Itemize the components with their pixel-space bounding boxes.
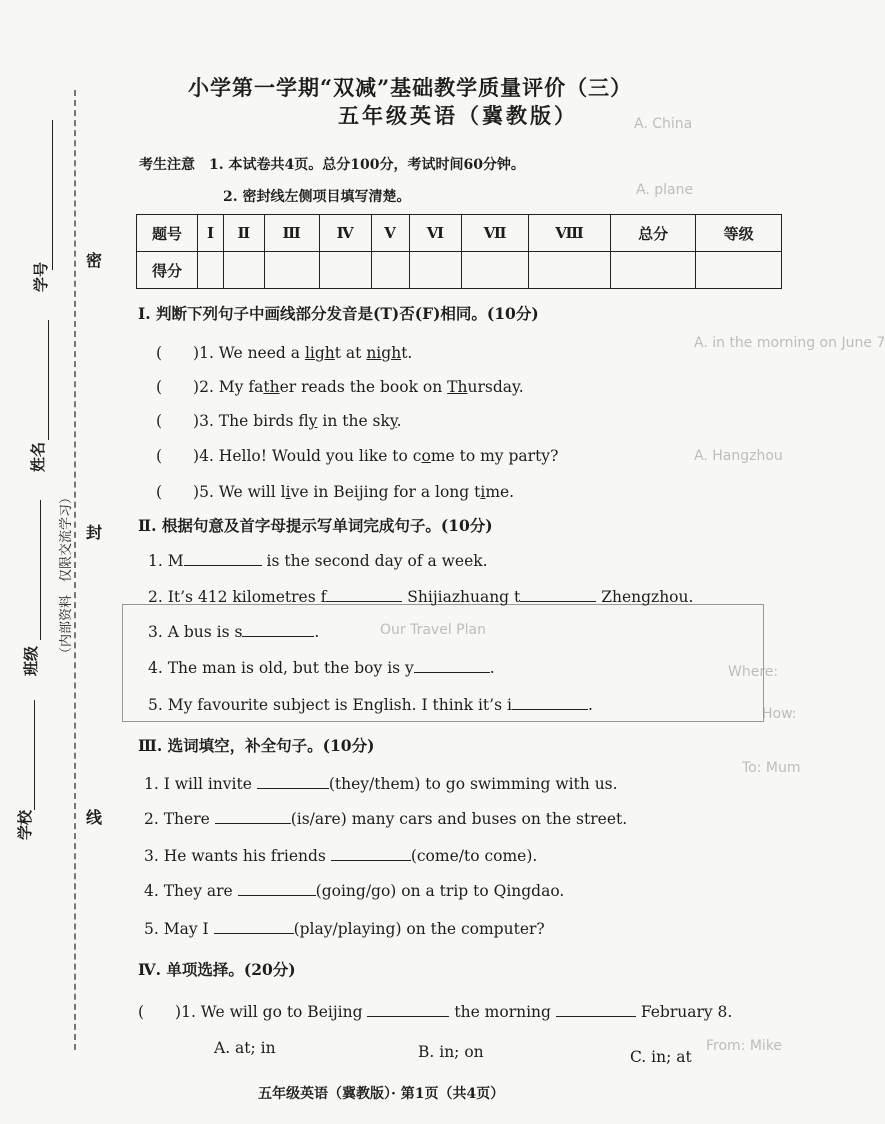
s1-item-4: ( )4. Hello! Would you like to come to my party? [156, 447, 559, 465]
page-title: 小学第一学期“双减”基础教学质量评价（三） [188, 75, 633, 100]
ghost-8: To: Mum [742, 760, 801, 776]
score-input-cell[interactable] [264, 252, 319, 289]
score-cell: Ⅲ [264, 215, 319, 252]
class-label: 班级 [22, 645, 40, 676]
seal-mi: 密 [86, 251, 103, 270]
score-input-cell[interactable] [610, 252, 696, 289]
s3-item-5: 5. May I (play/playing) on the computer? [144, 920, 545, 938]
answer-blank[interactable] [331, 846, 411, 861]
score-row-header [137, 215, 782, 252]
score-input-cell[interactable] [224, 252, 265, 289]
s2-item-5: 5. My favourite subject is English. I think it’s i . [148, 696, 593, 714]
s2-item-3: 3. A bus is s . [148, 623, 320, 641]
score-input-cell[interactable] [696, 252, 782, 289]
notice-2: 2. 密封线左侧项目填写清楚。 [223, 189, 411, 205]
ghost-4: A. Hangzhou [694, 448, 783, 464]
score-cell: Ⅴ [371, 215, 409, 252]
notice-text-1: 1. 本试卷共4页。总分100分，考试时间60分钟。 [209, 157, 525, 173]
answer-blank[interactable] [238, 881, 316, 896]
score-input-cell[interactable] [319, 252, 371, 289]
ghost-2: A. plane [636, 182, 694, 198]
score-cell: Ⅱ [224, 215, 265, 252]
ghost-7: How: [762, 706, 797, 722]
answer-blank[interactable] [215, 809, 291, 824]
name-label: 姓名 [29, 441, 47, 472]
seal-dash-line [74, 90, 76, 1050]
score-row-score [137, 252, 782, 289]
school-label: 学校 [16, 809, 34, 840]
s1-item-1: ( )1. We need a light at night. [156, 344, 413, 362]
s3-item-3: 3. He wants his friends (come/to come). [144, 847, 538, 865]
section4-title: Ⅳ. 单项选择。(20分) [138, 960, 296, 979]
section1-title: Ⅰ. 判断下列句子中画线部分发音是(T)否(F)相同。(10分) [138, 304, 539, 323]
class-line [40, 500, 41, 640]
s3-item-2: 2. There (is/are) many cars and buses on the street. [144, 810, 628, 828]
seal-feng: 封 [86, 523, 103, 542]
seal-xian: 线 [86, 808, 103, 827]
score-cell: 题号 [137, 215, 198, 252]
ghost-9: From: Mike [706, 1038, 783, 1054]
ghost-6: Where: [728, 664, 779, 680]
binding-strip [0, 0, 120, 1124]
score-label-cell: 得分 [137, 252, 198, 289]
s4-option-b[interactable]: B. in; on [418, 1043, 484, 1061]
name-line [48, 320, 49, 440]
answer-blank[interactable] [214, 919, 294, 934]
s4-option-c[interactable]: C. in; at [630, 1048, 692, 1066]
s2-item-2: 2. It’s 412 kilometres f Shijiazhuang t Zhengzhou. [148, 588, 694, 606]
s4-option-a[interactable]: A. at; in [214, 1039, 276, 1057]
notice-1 [139, 154, 525, 174]
score-cell: 总分 [610, 215, 696, 252]
s3-item-1: 1. I will invite (they/them) to go swimming with us. [144, 775, 618, 793]
ghost-3: A. in the morning on June 7 [694, 335, 885, 351]
s2-item-1: 1. M is the second day of a week. [148, 552, 488, 570]
s1-item-5: ( )5. We will live in Beijing for a long time. [156, 483, 515, 501]
answer-blank[interactable] [520, 587, 596, 602]
score-cell: 等级 [696, 215, 782, 252]
ghost-1: A. China [634, 116, 693, 132]
answer-blank[interactable] [556, 1002, 636, 1017]
s2-item-4: 4. The man is old, but the boy is y . [148, 659, 495, 677]
answer-blank[interactable] [257, 774, 329, 789]
answer-blank[interactable] [326, 587, 402, 602]
s1-item-3: ( )3. The birds fly in the sky. [156, 412, 402, 430]
s4-item-1: ( )1. We will go to Beijing the morning February 8. [138, 1003, 733, 1021]
section3-title: Ⅲ. 选词填空，补全句子。(10分) [138, 736, 375, 755]
score-input-cell[interactable] [462, 252, 529, 289]
section2-title: Ⅱ. 根据句意及首字母提示写单词完成句子。(10分) [138, 516, 493, 535]
id-label: 学号 [32, 261, 50, 292]
school-line [34, 700, 35, 810]
score-input-cell[interactable] [198, 252, 224, 289]
answer-blank[interactable] [414, 658, 490, 673]
score-input-cell[interactable] [371, 252, 409, 289]
score-table [136, 214, 782, 289]
s3-item-4: 4. They are (going/go) on a trip to Qingdao. [144, 882, 565, 900]
answer-blank[interactable] [184, 551, 262, 566]
answer-blank[interactable] [242, 622, 314, 637]
score-cell: Ⅰ [198, 215, 224, 252]
score-cell: Ⅳ [319, 215, 371, 252]
page-subtitle: 五年级英语（冀教版） [338, 103, 578, 128]
score-cell: Ⅷ [529, 215, 611, 252]
answer-blank[interactable] [367, 1002, 449, 1017]
score-cell: Ⅶ [462, 215, 529, 252]
ghost-5: Our Travel Plan [380, 622, 486, 638]
answer-blank[interactable] [512, 695, 588, 710]
page-footer: 五年级英语（冀教版）· 第1页（共4页） [258, 1086, 505, 1102]
score-input-cell[interactable] [409, 252, 461, 289]
score-input-cell[interactable] [529, 252, 611, 289]
internal-note: （内部资料 仅限交流学习） [59, 490, 74, 660]
score-cell: Ⅵ [409, 215, 461, 252]
notice-label: 考生注意 [139, 157, 195, 173]
s1-item-2: ( )2. My father reads the book on Thursday. [156, 378, 524, 396]
id-line [52, 120, 53, 270]
